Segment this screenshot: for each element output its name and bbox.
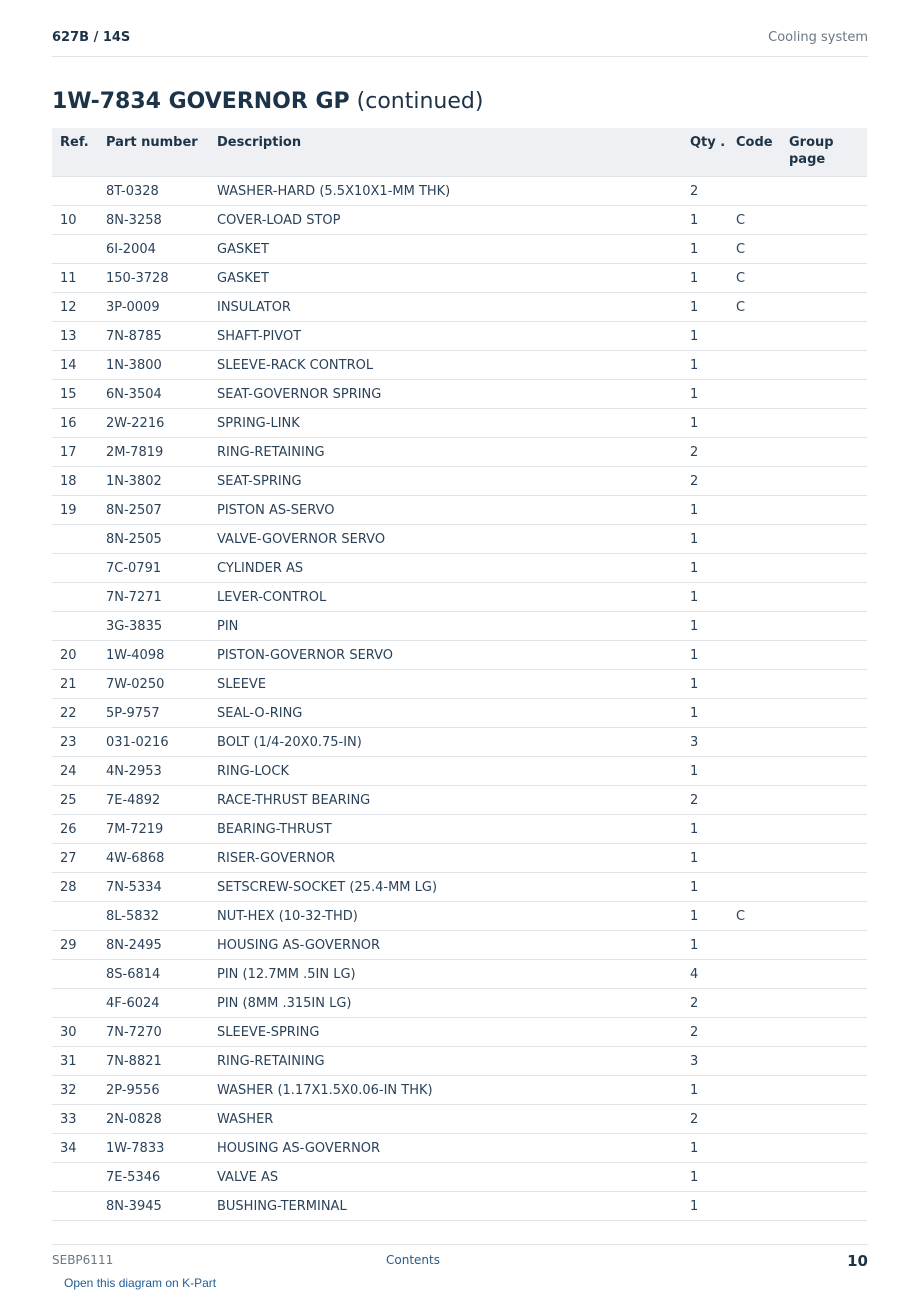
code-cell (728, 1192, 781, 1221)
ref-cell (52, 583, 98, 612)
ref-cell: 31 (52, 1047, 98, 1076)
description-cell: RACE-THRUST BEARING (209, 786, 682, 815)
qty-cell: 1 (682, 1192, 728, 1221)
part-number-cell: 5P-9757 (98, 699, 209, 728)
part-number-cell: 8L-5832 (98, 902, 209, 931)
qty-cell: 1 (682, 583, 728, 612)
description-cell: SLEEVE-RACK CONTROL (209, 351, 682, 380)
code-cell (728, 351, 781, 380)
description-cell: SPRING-LINK (209, 409, 682, 438)
qty-cell: 1 (682, 322, 728, 351)
qty-cell: 1 (682, 873, 728, 902)
qty-cell: 4 (682, 960, 728, 989)
part-number-cell: 7W-0250 (98, 670, 209, 699)
code-cell (728, 1163, 781, 1192)
ref-cell: 33 (52, 1105, 98, 1134)
code-cell (728, 960, 781, 989)
group-page-cell (781, 786, 867, 815)
table-row (52, 554, 867, 583)
qty-cell: 1 (682, 264, 728, 293)
ref-cell: 19 (52, 496, 98, 525)
col-ref-header: Ref. (52, 128, 98, 177)
qty-cell: 1 (682, 699, 728, 728)
part-number-cell: 7N-7270 (98, 1018, 209, 1047)
group-page-cell (781, 989, 867, 1018)
part-number-cell: 2M-7819 (98, 438, 209, 467)
description-cell: RING-RETAINING (209, 1047, 682, 1076)
description-cell: BEARING-THRUST (209, 815, 682, 844)
ref-cell: 34 (52, 1134, 98, 1163)
group-page-cell (781, 815, 867, 844)
description-cell: WASHER-HARD (5.5X10X1-MM THK) (209, 177, 682, 206)
group-page-cell (781, 467, 867, 496)
code-cell: C (728, 902, 781, 931)
description-cell: RISER-GOVERNOR (209, 844, 682, 873)
qty-cell: 1 (682, 902, 728, 931)
part-number-cell: 6I-2004 (98, 235, 209, 264)
group-page-cell (781, 293, 867, 322)
table-row (52, 467, 867, 496)
open-kpart-diagram-link[interactable]: Open this diagram on K-Part (64, 1276, 217, 1290)
qty-cell: 1 (682, 554, 728, 583)
qty-cell: 1 (682, 815, 728, 844)
description-cell: HOUSING AS-GOVERNOR (209, 1134, 682, 1163)
code-cell (728, 931, 781, 960)
code-cell (728, 612, 781, 641)
qty-cell: 2 (682, 1018, 728, 1047)
qty-cell: 1 (682, 496, 728, 525)
ref-cell (52, 960, 98, 989)
table-row (52, 380, 867, 409)
table-row (52, 612, 867, 641)
part-number-cell: 7E-4892 (98, 786, 209, 815)
ref-cell: 23 (52, 728, 98, 757)
section-label: Cooling system (768, 30, 868, 45)
part-number-cell: 7N-7271 (98, 583, 209, 612)
description-cell: PIN (8MM .315IN LG) (209, 989, 682, 1018)
ref-cell: 13 (52, 322, 98, 351)
description-cell: SHAFT-PIVOT (209, 322, 682, 351)
col-qty-header: Qty . (682, 128, 728, 177)
description-cell: VALVE AS (209, 1163, 682, 1192)
code-cell (728, 757, 781, 786)
ref-cell: 21 (52, 670, 98, 699)
code-cell (728, 525, 781, 554)
part-number-cell: 7N-8785 (98, 322, 209, 351)
ref-cell: 14 (52, 351, 98, 380)
ref-cell: 25 (52, 786, 98, 815)
qty-cell: 2 (682, 177, 728, 206)
table-row (52, 757, 867, 786)
qty-cell: 1 (682, 525, 728, 554)
part-number-cell: 4F-6024 (98, 989, 209, 1018)
group-page-cell (781, 641, 867, 670)
group-page-cell (781, 235, 867, 264)
qty-cell: 1 (682, 1134, 728, 1163)
group-page-cell (781, 1134, 867, 1163)
ref-cell: 24 (52, 757, 98, 786)
part-number-cell: 8N-2505 (98, 525, 209, 554)
group-page-cell (781, 960, 867, 989)
ref-cell (52, 612, 98, 641)
part-group-name: 1W-7834 GOVERNOR GP (52, 89, 350, 114)
code-cell (728, 1018, 781, 1047)
description-cell: VALVE-GOVERNOR SERVO (209, 525, 682, 554)
part-number-cell: 1N-3800 (98, 351, 209, 380)
code-cell (728, 728, 781, 757)
group-page-cell (781, 525, 867, 554)
code-cell (728, 380, 781, 409)
part-number-cell: 8N-2495 (98, 931, 209, 960)
group-page-cell (781, 1192, 867, 1221)
code-cell (728, 409, 781, 438)
description-cell: RING-RETAINING (209, 438, 682, 467)
table-row (52, 670, 867, 699)
group-page-cell (781, 206, 867, 235)
table-row (52, 1192, 867, 1221)
code-cell (728, 844, 781, 873)
ref-cell (52, 1163, 98, 1192)
qty-cell: 3 (682, 1047, 728, 1076)
col-part-number-header: Part number (98, 128, 209, 177)
ref-cell: 26 (52, 815, 98, 844)
ref-cell (52, 989, 98, 1018)
description-cell: WASHER (209, 1105, 682, 1134)
part-number-cell: 2P-9556 (98, 1076, 209, 1105)
group-page-cell (781, 409, 867, 438)
description-cell: PIN (209, 612, 682, 641)
ref-cell: 29 (52, 931, 98, 960)
code-cell (728, 496, 781, 525)
code-cell (728, 1105, 781, 1134)
description-cell: SEAL-O-RING (209, 699, 682, 728)
ref-cell: 12 (52, 293, 98, 322)
part-number-cell: 2N-0828 (98, 1105, 209, 1134)
table-row (52, 322, 867, 351)
ref-cell: 32 (52, 1076, 98, 1105)
group-page-cell (781, 902, 867, 931)
code-cell (728, 583, 781, 612)
group-page-cell (781, 1163, 867, 1192)
description-cell: SLEEVE-SPRING (209, 1018, 682, 1047)
group-page-cell (781, 351, 867, 380)
group-page-cell (781, 1076, 867, 1105)
group-page-cell (781, 699, 867, 728)
qty-cell: 3 (682, 728, 728, 757)
code-cell (728, 554, 781, 583)
part-number-cell: 7M-7219 (98, 815, 209, 844)
table-row (52, 1018, 867, 1047)
description-cell: SLEEVE (209, 670, 682, 699)
group-page-cell (781, 554, 867, 583)
ref-cell: 11 (52, 264, 98, 293)
description-cell: PISTON AS-SERVO (209, 496, 682, 525)
qty-cell: 1 (682, 409, 728, 438)
col-group-page-header: Group page (781, 128, 867, 177)
code-cell (728, 699, 781, 728)
qty-cell: 1 (682, 351, 728, 380)
table-row (52, 931, 867, 960)
part-number-cell: 6N-3504 (98, 380, 209, 409)
part-number-cell: 8N-3258 (98, 206, 209, 235)
code-cell: C (728, 235, 781, 264)
table-row (52, 409, 867, 438)
ref-cell: 20 (52, 641, 98, 670)
table-row (52, 1163, 867, 1192)
group-page-cell (781, 931, 867, 960)
table-row (52, 786, 867, 815)
table-row (52, 206, 867, 235)
ref-cell: 10 (52, 206, 98, 235)
qty-cell: 2 (682, 467, 728, 496)
description-cell: PISTON-GOVERNOR SERVO (209, 641, 682, 670)
table-row (52, 351, 867, 380)
description-cell: HOUSING AS-GOVERNOR (209, 931, 682, 960)
description-cell: RING-LOCK (209, 757, 682, 786)
description-cell: BUSHING-TERMINAL (209, 1192, 682, 1221)
ref-cell: 16 (52, 409, 98, 438)
part-number-cell: 7C-0791 (98, 554, 209, 583)
table-row (52, 641, 867, 670)
group-page-cell (781, 380, 867, 409)
table-row (52, 873, 867, 902)
qty-cell: 1 (682, 235, 728, 264)
code-cell (728, 641, 781, 670)
code-cell: C (728, 264, 781, 293)
parts-table-body (52, 177, 867, 1221)
ref-cell: 22 (52, 699, 98, 728)
group-page-cell (781, 1105, 867, 1134)
table-row (52, 1047, 867, 1076)
part-number-cell: 1W-4098 (98, 641, 209, 670)
group-page-cell (781, 612, 867, 641)
table-row (52, 902, 867, 931)
table-row (52, 989, 867, 1018)
ref-cell (52, 902, 98, 931)
description-cell: WASHER (1.17X1.5X0.06-IN THK) (209, 1076, 682, 1105)
table-row (52, 264, 867, 293)
part-number-cell: 8N-2507 (98, 496, 209, 525)
document-id: SEBP6111 (52, 1253, 114, 1267)
qty-cell: 2 (682, 989, 728, 1018)
table-row (52, 1105, 867, 1134)
code-cell (728, 1076, 781, 1105)
code-cell (728, 815, 781, 844)
table-row (52, 728, 867, 757)
description-cell: CYLINDER AS (209, 554, 682, 583)
parts-table (52, 128, 867, 1221)
description-cell: SEAT-GOVERNOR SPRING (209, 380, 682, 409)
table-row (52, 583, 867, 612)
model-label: 627B / 14S (52, 30, 131, 45)
contents-link[interactable]: Contents (386, 1253, 440, 1267)
group-page-cell (781, 496, 867, 525)
code-cell: C (728, 206, 781, 235)
group-page-cell (781, 583, 867, 612)
code-cell (728, 177, 781, 206)
group-page-cell (781, 757, 867, 786)
part-number-cell: 031-0216 (98, 728, 209, 757)
code-cell (728, 873, 781, 902)
qty-cell: 1 (682, 670, 728, 699)
code-cell (728, 1134, 781, 1163)
table-row (52, 844, 867, 873)
qty-cell: 1 (682, 641, 728, 670)
group-page-cell (781, 670, 867, 699)
table-row (52, 438, 867, 467)
part-number-cell: 1N-3802 (98, 467, 209, 496)
code-cell (728, 786, 781, 815)
table-row (52, 1076, 867, 1105)
part-number-cell: 3P-0009 (98, 293, 209, 322)
qty-cell: 2 (682, 1105, 728, 1134)
qty-cell: 1 (682, 612, 728, 641)
ref-cell: 28 (52, 873, 98, 902)
ref-cell (52, 554, 98, 583)
part-number-cell: 8N-3945 (98, 1192, 209, 1221)
code-cell (728, 670, 781, 699)
ref-cell: 27 (52, 844, 98, 873)
code-cell (728, 989, 781, 1018)
description-cell: GASKET (209, 235, 682, 264)
code-cell (728, 1047, 781, 1076)
page-title (52, 89, 483, 114)
group-page-cell (781, 264, 867, 293)
group-page-cell (781, 728, 867, 757)
part-number-cell: 7N-8821 (98, 1047, 209, 1076)
ref-cell (52, 525, 98, 554)
description-cell: SETSCREW-SOCKET (25.4-MM LG) (209, 873, 682, 902)
code-cell (728, 467, 781, 496)
part-number-cell: 4W-6868 (98, 844, 209, 873)
table-row (52, 699, 867, 728)
table-row (52, 293, 867, 322)
description-cell: NUT-HEX (10-32-THD) (209, 902, 682, 931)
description-cell: GASKET (209, 264, 682, 293)
part-number-cell: 7N-5334 (98, 873, 209, 902)
ref-cell: 17 (52, 438, 98, 467)
table-header-row (52, 128, 867, 177)
page-number: 10 (847, 1252, 868, 1270)
group-page-cell (781, 873, 867, 902)
group-page-cell (781, 177, 867, 206)
code-cell (728, 322, 781, 351)
qty-cell: 2 (682, 786, 728, 815)
qty-cell: 1 (682, 931, 728, 960)
description-cell: INSULATOR (209, 293, 682, 322)
qty-cell: 1 (682, 1076, 728, 1105)
table-row (52, 960, 867, 989)
group-page-cell (781, 1047, 867, 1076)
qty-cell: 1 (682, 380, 728, 409)
table-row (52, 235, 867, 264)
part-number-cell: 1W-7833 (98, 1134, 209, 1163)
qty-cell: 1 (682, 844, 728, 873)
part-number-cell: 4N-2953 (98, 757, 209, 786)
group-page-cell (781, 322, 867, 351)
qty-cell: 2 (682, 438, 728, 467)
table-row (52, 496, 867, 525)
code-cell (728, 438, 781, 467)
col-code-header: Code (728, 128, 781, 177)
description-cell: SEAT-SPRING (209, 467, 682, 496)
ref-cell (52, 1192, 98, 1221)
description-cell: BOLT (1/4-20X0.75-IN) (209, 728, 682, 757)
group-page-cell (781, 844, 867, 873)
ref-cell: 30 (52, 1018, 98, 1047)
col-description-header: Description (209, 128, 682, 177)
group-page-cell (781, 1018, 867, 1047)
qty-cell: 1 (682, 1163, 728, 1192)
qty-cell: 1 (682, 206, 728, 235)
table-row (52, 525, 867, 554)
description-cell: COVER-LOAD STOP (209, 206, 682, 235)
description-cell: PIN (12.7MM .5IN LG) (209, 960, 682, 989)
ref-cell (52, 235, 98, 264)
ref-cell (52, 177, 98, 206)
qty-cell: 1 (682, 757, 728, 786)
ref-cell: 18 (52, 467, 98, 496)
page-header (52, 0, 868, 57)
description-cell: LEVER-CONTROL (209, 583, 682, 612)
table-row (52, 177, 867, 206)
part-number-cell: 8T-0328 (98, 177, 209, 206)
part-number-cell: 8S-6814 (98, 960, 209, 989)
qty-cell: 1 (682, 293, 728, 322)
code-cell: C (728, 293, 781, 322)
table-row (52, 815, 867, 844)
table-row (52, 1134, 867, 1163)
part-number-cell: 150-3728 (98, 264, 209, 293)
title-suffix: (continued) (356, 89, 484, 114)
part-number-cell: 3G-3835 (98, 612, 209, 641)
footer-divider (52, 1244, 868, 1245)
group-page-cell (781, 438, 867, 467)
part-number-cell: 2W-2216 (98, 409, 209, 438)
ref-cell: 15 (52, 380, 98, 409)
part-number-cell: 7E-5346 (98, 1163, 209, 1192)
